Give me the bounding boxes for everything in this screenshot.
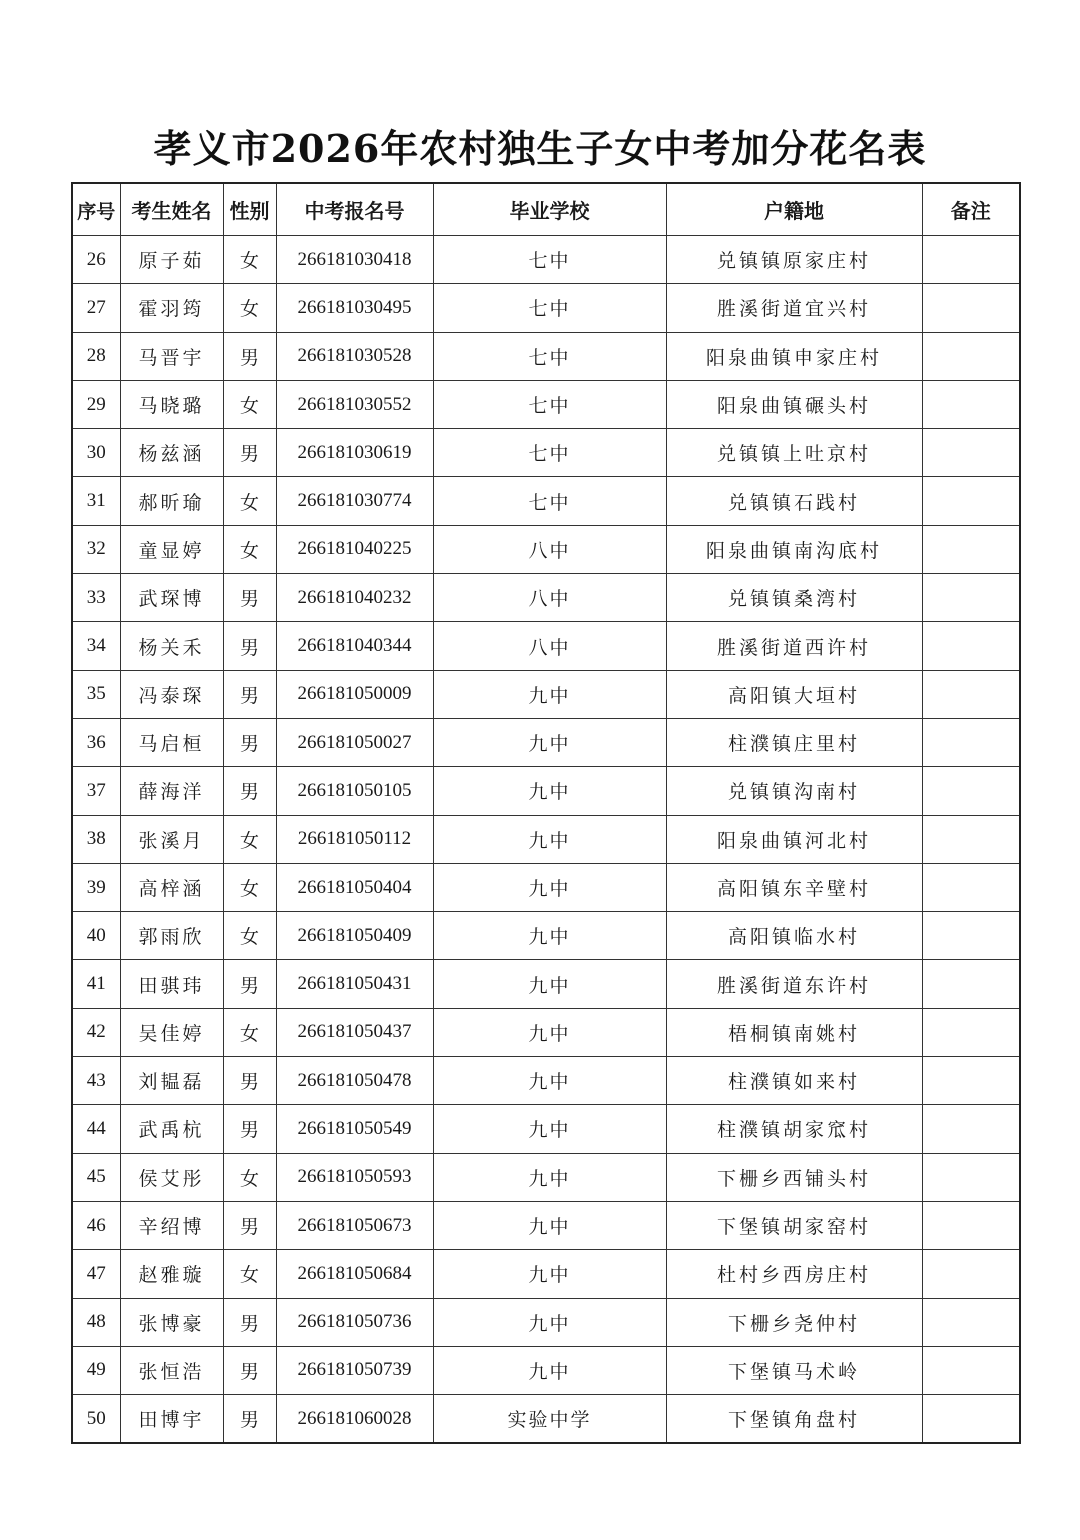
cell-hukou: 胜溪街道西许村 bbox=[666, 622, 922, 670]
cell-hukou: 阳泉曲镇申家庄村 bbox=[666, 332, 922, 380]
header-gender: 性别 bbox=[223, 183, 276, 236]
cell-exam-no: 266181050593 bbox=[276, 1153, 433, 1201]
cell-remark bbox=[922, 332, 1020, 380]
cell-gender: 女 bbox=[223, 912, 276, 960]
cell-hukou: 阳泉曲镇河北村 bbox=[666, 815, 922, 863]
header-hukou: 户籍地 bbox=[666, 183, 922, 236]
table-row bbox=[72, 574, 1020, 622]
cell-name: 张溪月 bbox=[120, 815, 223, 863]
table-row bbox=[72, 477, 1020, 525]
cell-seq: 37 bbox=[72, 767, 120, 815]
cell-remark bbox=[922, 429, 1020, 477]
cell-seq: 43 bbox=[72, 1057, 120, 1105]
cell-school: 九中 bbox=[433, 1346, 666, 1394]
cell-name: 郭雨欣 bbox=[120, 912, 223, 960]
cell-name: 霍羽筠 bbox=[120, 284, 223, 332]
table-row bbox=[72, 1250, 1020, 1298]
cell-name: 武琛博 bbox=[120, 574, 223, 622]
cell-gender: 男 bbox=[223, 1105, 276, 1153]
page-title: 孝义市2026年农村独生子女中考加分花名表 bbox=[153, 126, 927, 171]
header-name: 考生姓名 bbox=[120, 183, 223, 236]
cell-school: 九中 bbox=[433, 815, 666, 863]
cell-seq: 36 bbox=[72, 718, 120, 766]
cell-school: 九中 bbox=[433, 1008, 666, 1056]
cell-school: 九中 bbox=[433, 1105, 666, 1153]
cell-remark bbox=[922, 1153, 1020, 1201]
cell-exam-no: 266181050549 bbox=[276, 1105, 433, 1153]
cell-remark bbox=[922, 670, 1020, 718]
cell-remark bbox=[922, 863, 1020, 911]
cell-name: 杨兹涵 bbox=[120, 429, 223, 477]
cell-gender: 女 bbox=[223, 380, 276, 428]
cell-seq: 34 bbox=[72, 622, 120, 670]
cell-name: 侯艾彤 bbox=[120, 1153, 223, 1201]
cell-exam-no: 266181050736 bbox=[276, 1298, 433, 1346]
cell-hukou: 胜溪街道宜兴村 bbox=[666, 284, 922, 332]
cell-seq: 26 bbox=[72, 236, 120, 284]
table-row bbox=[72, 284, 1020, 332]
table-row bbox=[72, 380, 1020, 428]
cell-hukou: 柱濮镇庄里村 bbox=[666, 718, 922, 766]
cell-school: 九中 bbox=[433, 718, 666, 766]
cell-exam-no: 266181040232 bbox=[276, 574, 433, 622]
table-row bbox=[72, 622, 1020, 670]
cell-hukou: 梧桐镇南姚村 bbox=[666, 1008, 922, 1056]
cell-name: 武禹杭 bbox=[120, 1105, 223, 1153]
cell-hukou: 柱濮镇胡家窊村 bbox=[666, 1105, 922, 1153]
cell-hukou: 杜村乡西房庄村 bbox=[666, 1250, 922, 1298]
cell-hukou: 柱濮镇如来村 bbox=[666, 1057, 922, 1105]
cell-name: 冯泰琛 bbox=[120, 670, 223, 718]
cell-name: 杨关禾 bbox=[120, 622, 223, 670]
cell-hukou: 胜溪街道东许村 bbox=[666, 960, 922, 1008]
cell-seq: 44 bbox=[72, 1105, 120, 1153]
cell-school: 九中 bbox=[433, 1201, 666, 1249]
cell-gender: 女 bbox=[223, 477, 276, 525]
table-row bbox=[72, 1201, 1020, 1249]
cell-school: 七中 bbox=[433, 380, 666, 428]
cell-exam-no: 266181050409 bbox=[276, 912, 433, 960]
cell-gender: 女 bbox=[223, 1153, 276, 1201]
cell-seq: 47 bbox=[72, 1250, 120, 1298]
table-row bbox=[72, 1298, 1020, 1346]
cell-school: 七中 bbox=[433, 429, 666, 477]
cell-hukou: 兑镇镇原家庄村 bbox=[666, 236, 922, 284]
table-row bbox=[72, 815, 1020, 863]
cell-school: 七中 bbox=[433, 477, 666, 525]
cell-seq: 50 bbox=[72, 1395, 120, 1444]
cell-gender: 男 bbox=[223, 767, 276, 815]
cell-remark bbox=[922, 1057, 1020, 1105]
cell-name: 赵雅璇 bbox=[120, 1250, 223, 1298]
cell-school: 七中 bbox=[433, 236, 666, 284]
cell-seq: 45 bbox=[72, 1153, 120, 1201]
cell-exam-no: 266181030619 bbox=[276, 429, 433, 477]
cell-name: 张恒浩 bbox=[120, 1346, 223, 1394]
cell-exam-no: 266181030418 bbox=[276, 236, 433, 284]
cell-gender: 男 bbox=[223, 718, 276, 766]
cell-remark bbox=[922, 236, 1020, 284]
cell-remark bbox=[922, 1105, 1020, 1153]
cell-exam-no: 266181040344 bbox=[276, 622, 433, 670]
cell-name: 吴佳婷 bbox=[120, 1008, 223, 1056]
cell-gender: 男 bbox=[223, 429, 276, 477]
cell-exam-no: 266181050673 bbox=[276, 1201, 433, 1249]
cell-seq: 31 bbox=[72, 477, 120, 525]
cell-seq: 28 bbox=[72, 332, 120, 380]
cell-gender: 男 bbox=[223, 670, 276, 718]
cell-remark bbox=[922, 574, 1020, 622]
cell-seq: 27 bbox=[72, 284, 120, 332]
cell-gender: 女 bbox=[223, 815, 276, 863]
cell-hukou: 下堡镇胡家窑村 bbox=[666, 1201, 922, 1249]
cell-name: 薛海洋 bbox=[120, 767, 223, 815]
cell-remark bbox=[922, 718, 1020, 766]
cell-remark bbox=[922, 477, 1020, 525]
cell-seq: 39 bbox=[72, 863, 120, 911]
cell-school: 八中 bbox=[433, 574, 666, 622]
cell-hukou: 下栅乡尧仲村 bbox=[666, 1298, 922, 1346]
cell-exam-no: 266181050739 bbox=[276, 1346, 433, 1394]
cell-remark bbox=[922, 815, 1020, 863]
cell-exam-no: 266181040225 bbox=[276, 525, 433, 573]
cell-name: 童显婷 bbox=[120, 525, 223, 573]
cell-gender: 男 bbox=[223, 1057, 276, 1105]
table-row bbox=[72, 1105, 1020, 1153]
cell-name: 刘韫磊 bbox=[120, 1057, 223, 1105]
cell-school: 九中 bbox=[433, 863, 666, 911]
cell-remark bbox=[922, 380, 1020, 428]
cell-school: 九中 bbox=[433, 767, 666, 815]
cell-gender: 女 bbox=[223, 1008, 276, 1056]
cell-remark bbox=[922, 1395, 1020, 1444]
table-row bbox=[72, 429, 1020, 477]
cell-exam-no: 266181030495 bbox=[276, 284, 433, 332]
cell-seq: 30 bbox=[72, 429, 120, 477]
cell-name: 郝昕瑜 bbox=[120, 477, 223, 525]
cell-seq: 42 bbox=[72, 1008, 120, 1056]
cell-exam-no: 266181050431 bbox=[276, 960, 433, 1008]
cell-gender: 男 bbox=[223, 960, 276, 1008]
cell-exam-no: 266181050684 bbox=[276, 1250, 433, 1298]
cell-hukou: 下栅乡西铺头村 bbox=[666, 1153, 922, 1201]
table-row bbox=[72, 1057, 1020, 1105]
roster-table bbox=[71, 182, 1021, 1444]
cell-name: 田博宇 bbox=[120, 1395, 223, 1444]
cell-exam-no: 266181050437 bbox=[276, 1008, 433, 1056]
header-exam-no: 中考报名号 bbox=[276, 183, 433, 236]
cell-remark bbox=[922, 1201, 1020, 1249]
cell-exam-no: 266181050404 bbox=[276, 863, 433, 911]
cell-gender: 女 bbox=[223, 525, 276, 573]
table-row bbox=[72, 236, 1020, 284]
table-row bbox=[72, 960, 1020, 1008]
cell-seq: 35 bbox=[72, 670, 120, 718]
cell-remark bbox=[922, 912, 1020, 960]
cell-remark bbox=[922, 525, 1020, 573]
cell-hukou: 高阳镇临水村 bbox=[666, 912, 922, 960]
cell-school: 九中 bbox=[433, 1298, 666, 1346]
cell-gender: 女 bbox=[223, 1250, 276, 1298]
cell-exam-no: 266181050478 bbox=[276, 1057, 433, 1105]
cell-school: 九中 bbox=[433, 1057, 666, 1105]
table-row bbox=[72, 1346, 1020, 1394]
cell-hukou: 阳泉曲镇碾头村 bbox=[666, 380, 922, 428]
cell-school: 八中 bbox=[433, 622, 666, 670]
cell-school: 八中 bbox=[433, 525, 666, 573]
table-header-row bbox=[72, 183, 1020, 236]
table-row bbox=[72, 767, 1020, 815]
table-body bbox=[72, 236, 1020, 1444]
cell-name: 田骐玮 bbox=[120, 960, 223, 1008]
cell-exam-no: 266181050009 bbox=[276, 670, 433, 718]
header-remark: 备注 bbox=[922, 183, 1020, 236]
cell-school: 九中 bbox=[433, 912, 666, 960]
cell-name: 辛绍博 bbox=[120, 1201, 223, 1249]
cell-name: 马晋宇 bbox=[120, 332, 223, 380]
cell-school: 七中 bbox=[433, 332, 666, 380]
cell-seq: 41 bbox=[72, 960, 120, 1008]
cell-exam-no: 266181050112 bbox=[276, 815, 433, 863]
cell-hukou: 高阳镇大垣村 bbox=[666, 670, 922, 718]
cell-gender: 女 bbox=[223, 236, 276, 284]
cell-exam-no: 266181050105 bbox=[276, 767, 433, 815]
cell-hukou: 下堡镇角盘村 bbox=[666, 1395, 922, 1444]
table-row bbox=[72, 1153, 1020, 1201]
cell-exam-no: 266181030528 bbox=[276, 332, 433, 380]
cell-exam-no: 266181030774 bbox=[276, 477, 433, 525]
cell-remark bbox=[922, 960, 1020, 1008]
table-row bbox=[72, 332, 1020, 380]
cell-remark bbox=[922, 1346, 1020, 1394]
table-row bbox=[72, 718, 1020, 766]
cell-gender: 男 bbox=[223, 1298, 276, 1346]
cell-hukou: 下堡镇马术岭 bbox=[666, 1346, 922, 1394]
cell-gender: 男 bbox=[223, 1201, 276, 1249]
cell-seq: 29 bbox=[72, 380, 120, 428]
cell-name: 高梓涵 bbox=[120, 863, 223, 911]
cell-seq: 46 bbox=[72, 1201, 120, 1249]
table-row bbox=[72, 1008, 1020, 1056]
table-row bbox=[72, 863, 1020, 911]
cell-remark bbox=[922, 1250, 1020, 1298]
cell-hukou: 兑镇镇桑湾村 bbox=[666, 574, 922, 622]
cell-hukou: 兑镇镇上吐京村 bbox=[666, 429, 922, 477]
cell-gender: 男 bbox=[223, 1395, 276, 1444]
cell-remark bbox=[922, 1008, 1020, 1056]
table-row bbox=[72, 670, 1020, 718]
cell-school: 九中 bbox=[433, 670, 666, 718]
cell-name: 马晓璐 bbox=[120, 380, 223, 428]
cell-gender: 女 bbox=[223, 284, 276, 332]
cell-school: 实验中学 bbox=[433, 1395, 666, 1444]
cell-gender: 女 bbox=[223, 863, 276, 911]
cell-seq: 38 bbox=[72, 815, 120, 863]
cell-remark bbox=[922, 622, 1020, 670]
cell-school: 九中 bbox=[433, 960, 666, 1008]
cell-exam-no: 266181050027 bbox=[276, 718, 433, 766]
cell-hukou: 高阳镇东辛壁村 bbox=[666, 863, 922, 911]
cell-gender: 男 bbox=[223, 1346, 276, 1394]
cell-name: 原子茹 bbox=[120, 236, 223, 284]
cell-gender: 男 bbox=[223, 622, 276, 670]
cell-exam-no: 266181060028 bbox=[276, 1395, 433, 1444]
cell-remark bbox=[922, 767, 1020, 815]
cell-school: 九中 bbox=[433, 1153, 666, 1201]
cell-name: 张博豪 bbox=[120, 1298, 223, 1346]
cell-school: 七中 bbox=[433, 284, 666, 332]
cell-school: 九中 bbox=[433, 1250, 666, 1298]
cell-remark bbox=[922, 284, 1020, 332]
cell-name: 马启桓 bbox=[120, 718, 223, 766]
table-row bbox=[72, 525, 1020, 573]
cell-hukou: 兑镇镇石践村 bbox=[666, 477, 922, 525]
header-seq: 序号 bbox=[72, 183, 120, 236]
cell-seq: 33 bbox=[72, 574, 120, 622]
cell-hukou: 兑镇镇沟南村 bbox=[666, 767, 922, 815]
table-row bbox=[72, 912, 1020, 960]
cell-seq: 40 bbox=[72, 912, 120, 960]
cell-remark bbox=[922, 1298, 1020, 1346]
table-row bbox=[72, 1395, 1020, 1444]
cell-gender: 男 bbox=[223, 332, 276, 380]
cell-exam-no: 266181030552 bbox=[276, 380, 433, 428]
cell-gender: 男 bbox=[223, 574, 276, 622]
header-school: 毕业学校 bbox=[433, 183, 666, 236]
cell-seq: 49 bbox=[72, 1346, 120, 1394]
cell-hukou: 阳泉曲镇南沟底村 bbox=[666, 525, 922, 573]
cell-seq: 32 bbox=[72, 525, 120, 573]
cell-seq: 48 bbox=[72, 1298, 120, 1346]
